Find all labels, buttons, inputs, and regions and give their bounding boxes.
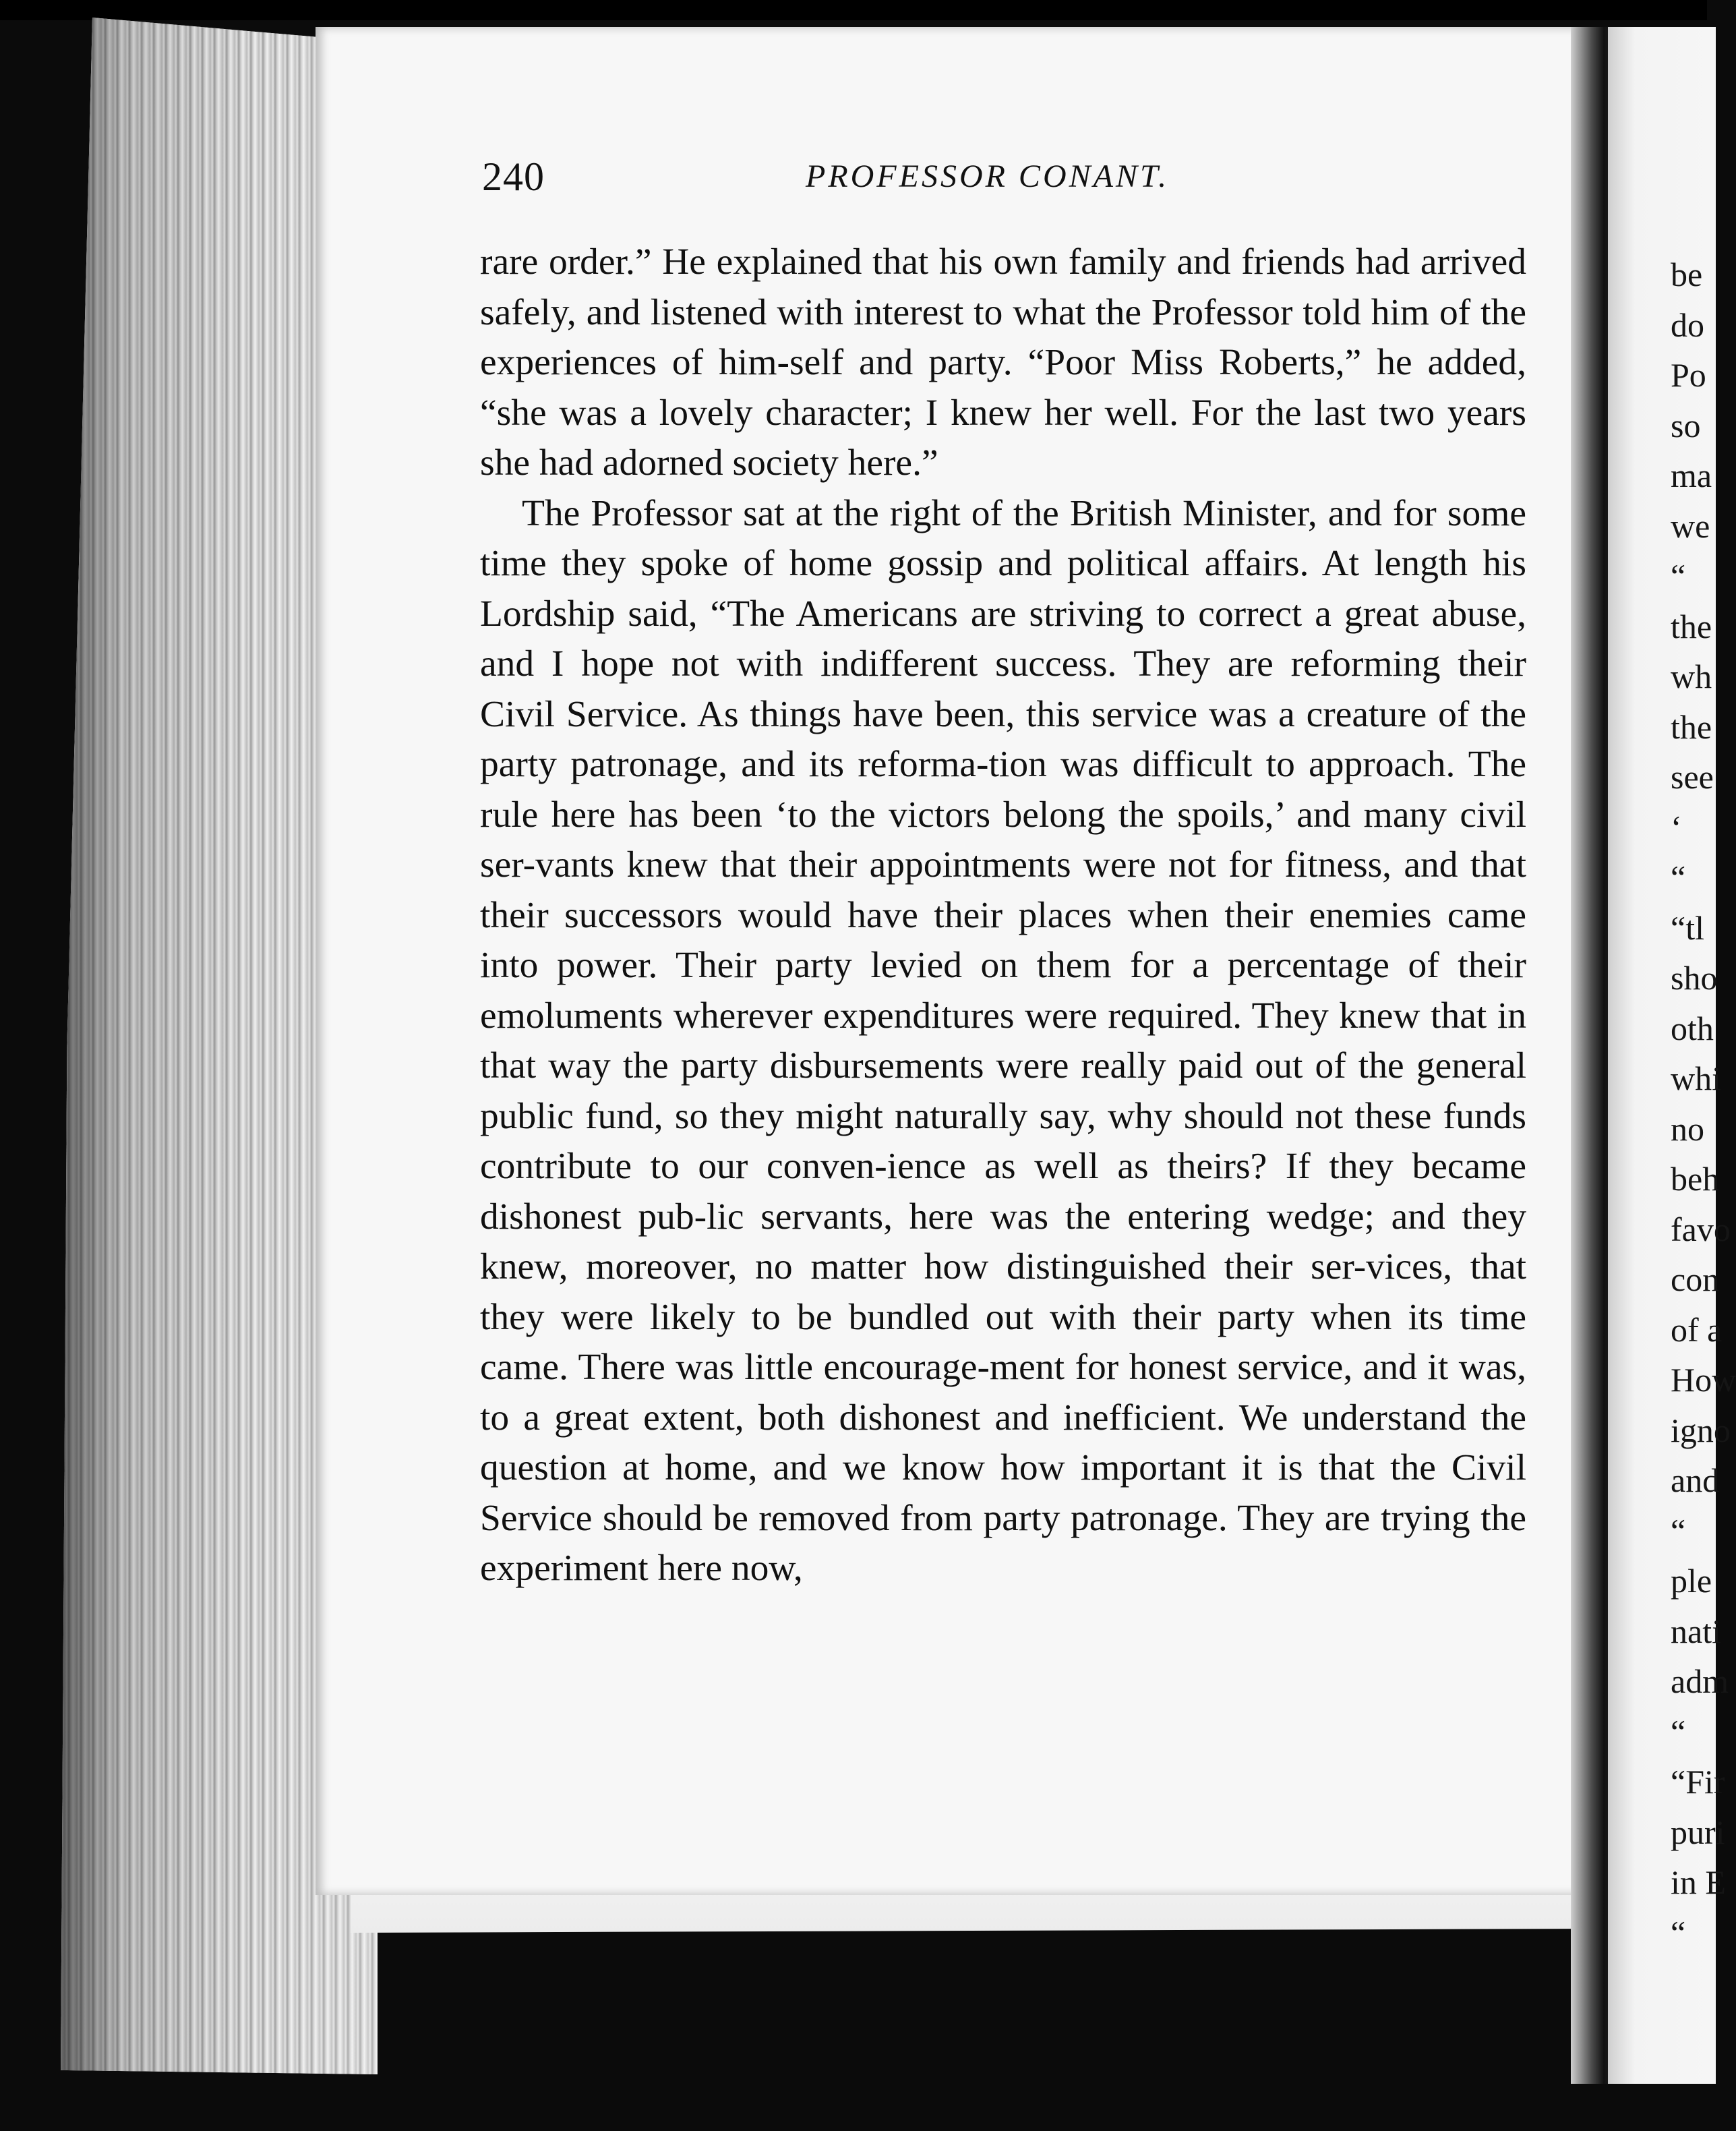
- right-page-line-fragment: “Fir: [1671, 1763, 1725, 1801]
- paragraph-2: The Professor sat at the right of the British Minister, and for some time they spoke of home gossip and political affairs. At length his Lordship said, “The Americans are striving to correct a great abuse, and I hope not with indifferent success. They are reforming their Civil Service. As things have been, this service was a creature of the party patronage, and its reforma-tion was difficult to approach. The rule here has been ‘to the victors belong the spoils,’ and many civil ser-vants knew that their appointments were not for fitness, and that their successors would have their places when their enemies came into power. Their party levied on them for a percentage of their emoluments wherever expenditures were required. They knew that in that way the party disbursements were really paid out of the general public fund, so they might naturally say, why should not these funds contribute to our conven-ience as well as theirs? If they became dishonest pub-lic servants, here was the entering wedge; and they knew, moreover, no matter how distinguished their ser-vices, that they were likely to be bundled out with their party when its time came. There was little encourage-ment for honest service, and it was, to a great extent, both dishonest and inefficient. We understand the question at home, and we know how important it is that the Civil Service should be removed from party patronage. They are trying the experiment here now,: [480, 492, 1526, 1589]
- right-page-line-fragment: sho: [1671, 959, 1718, 997]
- right-page-line-fragment: see: [1671, 758, 1714, 796]
- right-page-line-fragment: adm: [1671, 1662, 1729, 1700]
- page-number: 240: [482, 154, 545, 199]
- paragraph-1: rare order.” He explained that his own family and friends had arrived safely, and listened with interest to what the Professor told him of the experiences of him-self and party. “Poor Miss Roberts,” he added, “she was a lovely character; I knew her well. For the last two years she had adorned society here.”: [480, 241, 1526, 484]
- right-page-line-fragment: nati: [1671, 1612, 1721, 1650]
- right-page-line-fragment: “: [1671, 1913, 1686, 1952]
- right-page-line-fragment: the: [1671, 707, 1712, 746]
- right-page-line-fragment: igno: [1671, 1411, 1731, 1449]
- right-page-line-fragment: Po: [1671, 356, 1706, 394]
- right-page-line-fragment: of a: [1671, 1310, 1723, 1349]
- right-page-line-fragment: we: [1671, 506, 1710, 545]
- right-page-line-fragment: favo: [1671, 1210, 1731, 1248]
- right-page-line-fragment: con: [1671, 1260, 1720, 1298]
- right-page-line-fragment: “: [1671, 557, 1686, 595]
- right-page-line-fragment: in E: [1671, 1863, 1726, 1901]
- right-page-line-fragment: no: [1671, 1109, 1704, 1148]
- page-bottom-edge: [351, 1888, 1598, 2091]
- running-head: [482, 154, 1524, 208]
- right-page-line-fragment: ‘: [1671, 808, 1682, 846]
- right-page-line-fragment: “: [1671, 858, 1686, 896]
- right-page-line-fragment: do: [1671, 305, 1704, 344]
- right-page-line-fragment: “: [1671, 1511, 1686, 1550]
- right-page-line-fragment: “tl: [1671, 908, 1704, 947]
- right-page-line-fragment: beh: [1671, 1160, 1720, 1198]
- scan-border: [0, 0, 1707, 20]
- right-page-line-fragment: and: [1671, 1461, 1720, 1499]
- right-page-text-fragments: [1671, 250, 1736, 1958]
- right-page-line-fragment: ple: [1671, 1562, 1712, 1600]
- right-page-line-fragment: “: [1671, 1712, 1686, 1751]
- right-page-line-fragment: puri: [1671, 1813, 1725, 1851]
- right-page-line-fragment: wh: [1671, 658, 1712, 695]
- right-page-line-fragment: whi: [1671, 1059, 1721, 1097]
- right-page-line-fragment: oth: [1671, 1009, 1714, 1047]
- right-page-line-fragment: the: [1671, 607, 1712, 645]
- right-page-line-fragment: How: [1671, 1361, 1736, 1399]
- body-text: [480, 237, 1526, 1594]
- right-page-line-fragment: so: [1671, 406, 1701, 444]
- running-title: PROFESSOR CONANT.: [806, 158, 1170, 194]
- right-page-line-fragment: ma: [1671, 457, 1712, 494]
- right-page-line-fragment: be: [1671, 256, 1703, 293]
